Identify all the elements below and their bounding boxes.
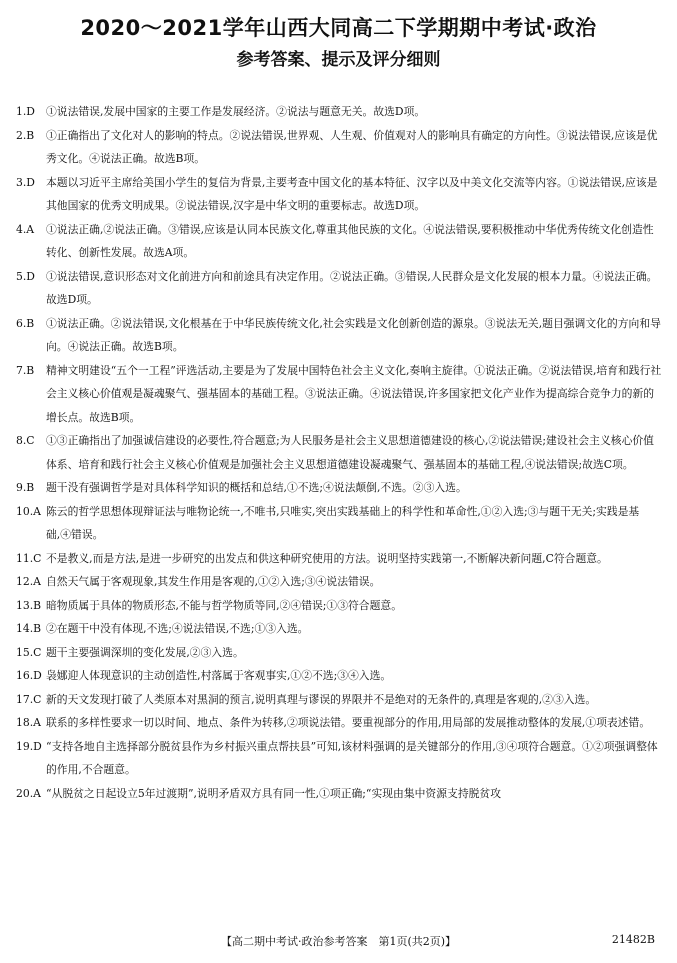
- answer-number: 20.A: [16, 786, 41, 800]
- answer-number: 9.B: [16, 481, 35, 494]
- answer-item: [16, 688, 662, 712]
- answer-number: 3.D: [16, 175, 35, 189]
- answer-explanation: 袅娜迎人体现意识的主动创造性,村落属于客观事实,①②不选;③④入选。: [46, 669, 392, 682]
- answer-explanation: ①说法正确。②说法错误,文化根基在于中华民族传统文化,社会实践是文化创新创造的源泉。③说法无关,题目强调文化的方向和导向。④说法正确。故选B项。: [46, 316, 661, 353]
- answer-number: 5.D: [16, 269, 35, 283]
- answer-number: 18.A: [16, 716, 41, 729]
- answer-item: [16, 312, 662, 359]
- answer-number: 7.B: [16, 363, 35, 377]
- answer-explanation: 新的天文发现打破了人类原本对黑洞的预言,说明真理与谬误的界限并不是绝对的无条件的,真理是客观的,②③入选。: [46, 692, 597, 706]
- answer-explanation: 题干主要强调深圳的变化发展,②③入选。: [46, 645, 244, 659]
- answer-explanation: ①正确指出了文化对人的影响的特点。②说法错误,世界观、人生观、价值观对人的影响具有确定的方向性。③说法错误,应该是优秀文化。④说法正确。故选B项。: [46, 128, 658, 165]
- answer-number: 2.B: [16, 128, 35, 142]
- answer-item: [16, 476, 662, 500]
- answer-explanation: ①说法正确,②说法正确。③错误,应该是认同本民族文化,尊重其他民族的文化。④说法错误,要积极推动中华优秀传统文化创造性转化、创新性发展。故选A项。: [46, 222, 654, 259]
- answer-item: [16, 218, 662, 265]
- answer-number: 12.A: [16, 575, 41, 588]
- answer-item: [16, 570, 662, 594]
- answer-explanation: ②在题干中没有体现,不选;④说法错误,不选;①③入选。: [46, 622, 309, 635]
- answer-number: 8.C: [16, 434, 35, 447]
- answer-item: [16, 100, 662, 124]
- answer-item: [16, 664, 662, 688]
- answer-item: [16, 124, 662, 171]
- answer-number: 15.C: [16, 645, 42, 659]
- answer-item: [16, 547, 662, 571]
- answer-list: [16, 100, 662, 805]
- footer-page-info: 【高二期中考试·政治参考答案 第1页(共2页)】: [220, 935, 457, 948]
- footer-code: 21482B: [611, 933, 655, 946]
- answer-number: 13.B: [16, 598, 42, 612]
- answer-explanation: “从脱贫之日起设立5年过渡期”,说明矛盾双方具有同一性,①项正确;“实现由集中资源支持脱贫攻: [46, 786, 502, 800]
- answer-explanation: 暗物质属于具体的物质形态,不能与哲学物质等同,②④错误;①③符合题意。: [46, 598, 402, 612]
- answer-item: [16, 429, 662, 476]
- answer-item: [16, 500, 662, 547]
- page-title: 2020～2021学年山西大同高二下学期期中考试·政治: [80, 16, 597, 40]
- answer-item: [16, 735, 662, 782]
- answer-item: [16, 594, 662, 618]
- answer-explanation: 自然天气属于客观现象,其发生作用是客观的,①②入选;③④说法错误。: [46, 575, 381, 588]
- answer-number: 17.C: [16, 692, 42, 706]
- answer-explanation: 精神文明建设“五个一工程”评选活动,主要是为了发展中国特色社会主义文化,奏响主旋律。①说法正确。②说法错误,培育和践行社会主义核心价值观是凝魂聚气、强基固本的基础工程。③说法正确。④说法错误,许多国家把文化产业作为提高综合竞争力的新的增长点。故选B项。: [46, 363, 662, 424]
- answer-item: [16, 782, 662, 806]
- answer-explanation: 本题以习近平主席给美国小学生的复信为背景,主要考查中国文化的基本特征、汉字以及中美文化交流等内容。①说法错误,应该是其他国家的优秀文明成果。②说法错误,汉字是中华文明的重要标志。故选D项。: [46, 175, 658, 212]
- answer-item: [16, 711, 662, 735]
- answer-explanation: ①③正确指出了加强诚信建设的必要性,符合题意;为人民服务是社会主义思想道德建设的核心,②说法错误;建设社会主义核心价值体系、培育和践行社会主义核心价值观是加强社会主义思想道德建设凝魂聚气、强基固本的基础工程,④说法错误;故选C项。: [46, 434, 654, 471]
- answer-item: [16, 265, 662, 312]
- answer-explanation: 陈云的哲学思想体现辩证法与唯物论统一,不唯书,只唯实,突出实践基础上的科学性和革命性,①②入选;③与题干无关;实践是基础,④错误。: [46, 504, 640, 541]
- answer-number: 6.B: [16, 316, 35, 330]
- answer-number: 4.A: [16, 222, 35, 236]
- answer-explanation: 不是教义,而是方法,是进一步研究的出发点和供这种研究使用的方法。说明坚持实践第一,不断解决新问题,C符合题意。: [46, 551, 608, 565]
- page-subtitle: 参考答案、提示及评分细则: [236, 50, 441, 70]
- answer-item: [16, 359, 662, 430]
- answer-explanation: 联系的多样性要求一切以时间、地点、条件为转移,②项说法错。要重视部分的作用,用局部的发展推动整体的发展,①项表述错。: [46, 716, 651, 729]
- page-footer: [0, 933, 677, 953]
- answer-item: [16, 617, 662, 641]
- answer-explanation: ①说法错误,发展中国家的主要工作是发展经济。②说法与题意无关。故选D项。: [46, 105, 426, 118]
- answer-number: 11.C: [16, 551, 42, 565]
- answer-explanation: ①说法错误,意识形态对文化前进方向和前途具有决定作用。②说法正确。③错误,人民群众是文化发展的根本力量。④说法正确。故选D项。: [46, 269, 658, 306]
- answer-item: [16, 171, 662, 218]
- answer-number: 16.D: [16, 669, 42, 682]
- answer-number: 1.D: [16, 105, 35, 118]
- answer-number: 10.A: [16, 504, 41, 518]
- answer-number: 19.D: [16, 739, 42, 753]
- answer-explanation: “支持各地自主选择部分脱贫县作为乡村振兴重点帮扶县”可知,该材料强调的是关键部分的作用,③④项符合题意。①②项强调整体的作用,不合题意。: [46, 739, 658, 776]
- answer-explanation: 题干没有强调哲学是对具体科学知识的概括和总结,①不选;④说法颠倒,不选。②③入选。: [46, 481, 467, 494]
- answer-item: [16, 641, 662, 665]
- answer-number: 14.B: [16, 622, 42, 635]
